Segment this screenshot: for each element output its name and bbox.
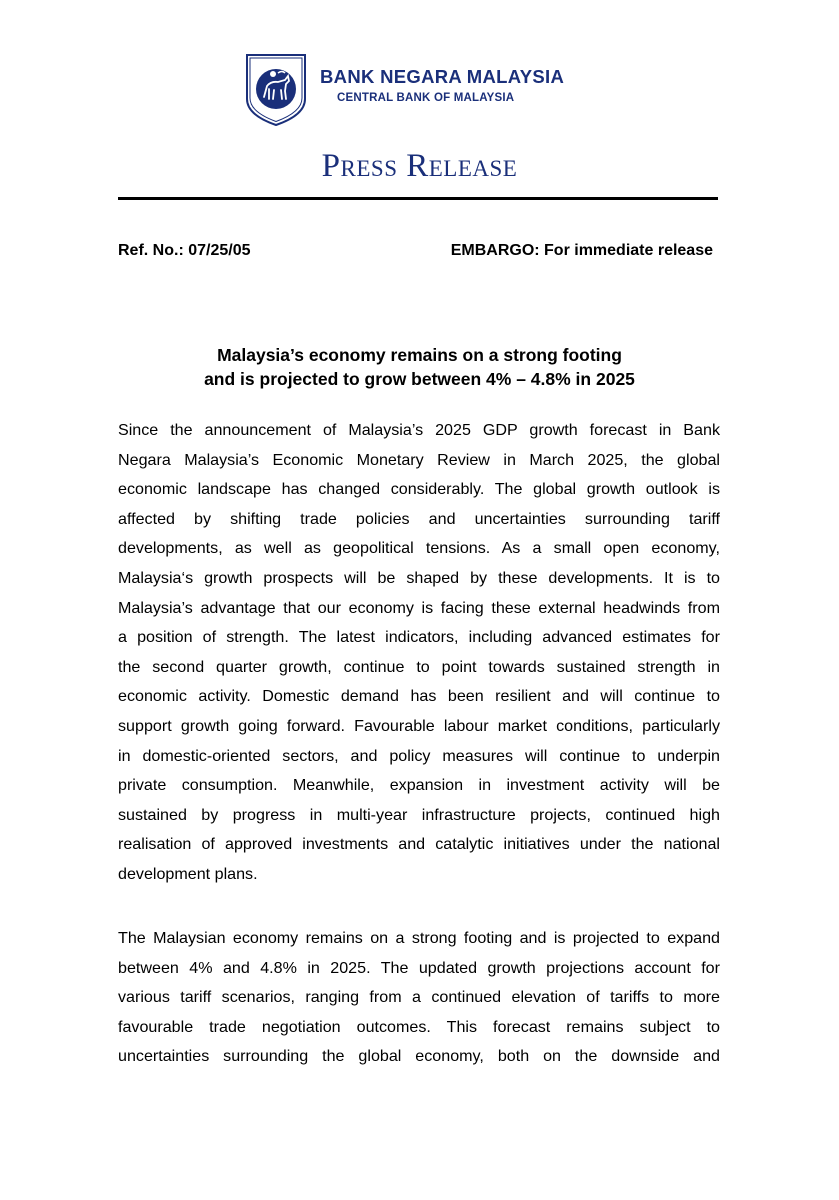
paragraph-line: developments, as well as geopolitical tensions. As a small open economy, [118, 539, 720, 558]
paragraph-line: uncertainties surrounding the global economy, both on the downside and [118, 1047, 720, 1066]
reference-number: Ref. No.: 07/25/05 [118, 242, 251, 259]
paragraph-line: private consumption. Meanwhile, expansion in investment activity will be [118, 776, 720, 795]
paragraph-line: Malaysia‘s growth prospects will be shaped by these developments. It is to [118, 568, 720, 587]
header-divider [118, 197, 718, 200]
embargo-notice: EMBARGO: For immediate release [450, 242, 713, 259]
paragraph-line: The Malaysian economy remains on a strong footing and is projected to expand [118, 929, 720, 947]
paragraph-line: economic activity. Domestic demand has been resilient and will continue to [118, 687, 720, 706]
paragraph-line: Malaysia’s advantage that our economy is facing these external headwinds from [118, 598, 720, 617]
headline-line: and is projected to grow between 4% – 4.8% in 2025 [204, 369, 635, 389]
paragraph-line: development plans. [118, 864, 258, 883]
paragraph-line: realisation of approved investments and catalytic initiatives under the national [118, 835, 720, 854]
bank-subtitle: CENTRAL BANK OF MALAYSIA [337, 92, 515, 104]
bank-name: BANK NEGARA MALAYSIA [320, 66, 565, 87]
paragraph-line: sustained by progress in multi-year infrastructure projects, continued high [118, 805, 720, 824]
paragraph-line: in domestic-oriented sectors, and policy measures will continue to underpin [118, 746, 720, 765]
paragraph-line: Negara Malaysia’s Economic Monetary Review in March 2025, the global [118, 450, 720, 469]
paragraph-line: a position of strength. The latest indicators, including advanced estimates for [118, 628, 720, 647]
headline [100, 343, 739, 391]
paragraph-line: Since the announcement of Malaysia’s 2025 GDP growth forecast in Bank [118, 421, 720, 439]
paragraph-line: favourable trade negotiation outcomes. This forecast remains subject to [118, 1017, 720, 1036]
bank-emblem-icon [245, 53, 307, 127]
paragraph-line: affected by shifting trade policies and uncertainties surrounding tariff [118, 509, 720, 528]
paragraph-line: support growth going forward. Favourable labour market conditions, particularly [118, 716, 720, 735]
paragraph-line: various tariff scenarios, ranging from a continued elevation of tariffs to more [118, 988, 720, 1007]
paragraph-line: economic landscape has changed considerably. The global growth outlook is [118, 480, 720, 499]
document-type-title: Press Release [321, 148, 518, 184]
body-paragraph-2 [118, 924, 720, 1072]
bank-logo [245, 53, 595, 129]
body-paragraph-1 [118, 416, 720, 890]
paragraph-line: between 4% and 4.8% in 2025. The updated growth projections account for [118, 958, 720, 977]
headline-line: Malaysia’s economy remains on a strong footing [217, 345, 622, 365]
paragraph-line: the second quarter growth, continue to point towards sustained strength in [118, 657, 720, 676]
